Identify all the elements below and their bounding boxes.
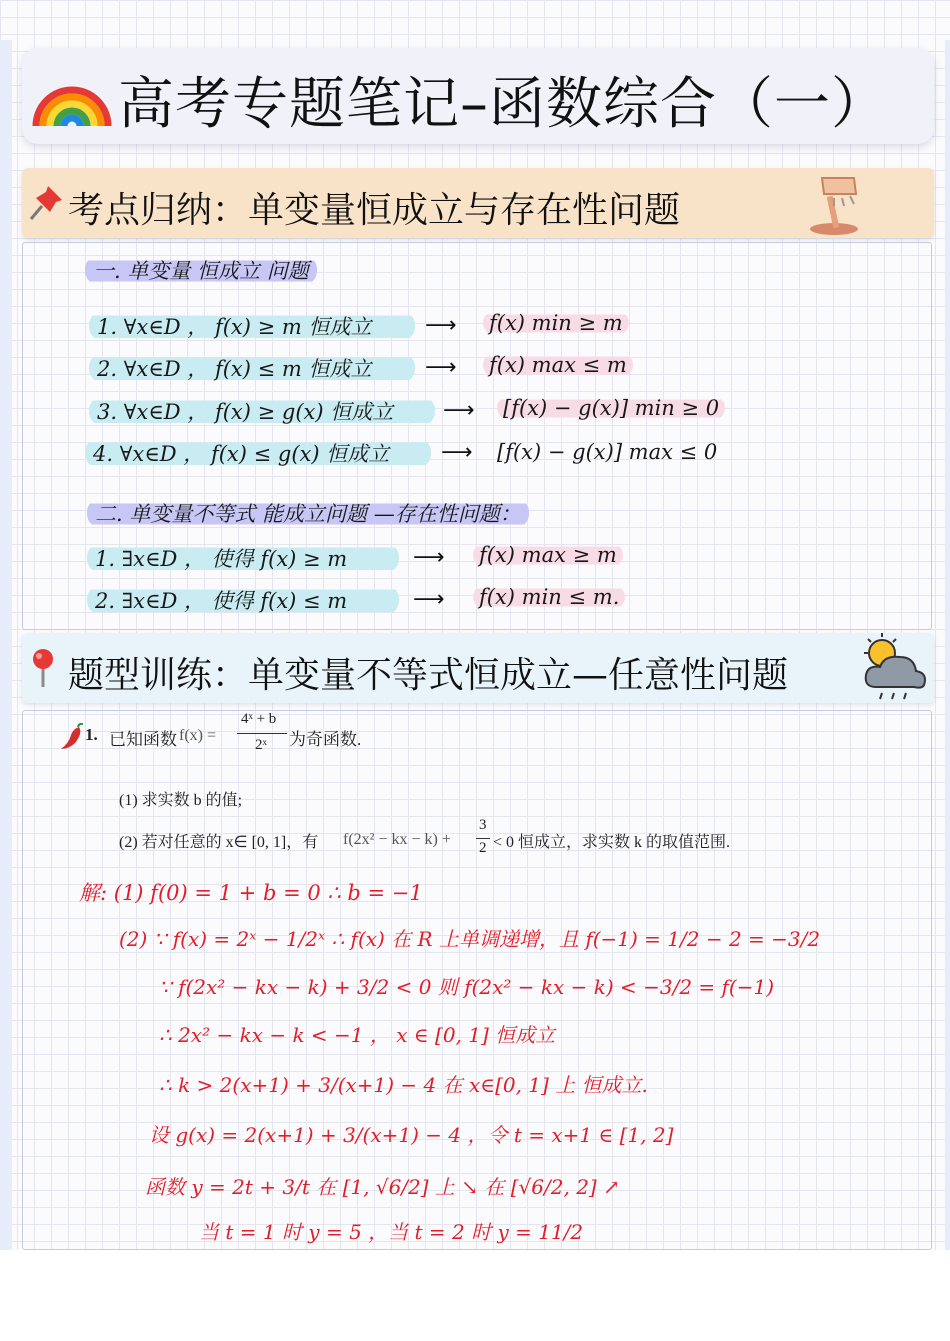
summary-notes-panel — [22, 242, 932, 630]
location-pin-icon — [28, 647, 58, 689]
page-edge-left — [0, 40, 12, 1250]
problem-number: 1. — [85, 725, 98, 744]
exist-rule-2-lhs: 2. ∃x∈D ， 使得 f(x) ≤ m — [87, 585, 399, 615]
rule-1-rhs: f(x) min ≥ m — [483, 311, 629, 335]
page-edge-right — [945, 40, 950, 1250]
title-card — [22, 48, 934, 144]
arrow-right-icon: ⟶ — [413, 545, 445, 570]
problem-denominator: 2ˣ — [255, 737, 267, 753]
section-header-practice — [22, 633, 934, 703]
question-2-post: < 0 恒成立，求实数 k 的取值范围. — [493, 834, 731, 851]
arrow-right-icon: ⟶ — [425, 355, 457, 380]
problem-stem-pre: 已知函数 — [109, 730, 177, 749]
solution-line-5: ∴ k > 2(x+1) + 3/(x+1) − 4 在 x∈[0, 1] 上 恒成立. — [159, 1073, 648, 1097]
solution-line-1: 解: (1) f(0) = 1 + b = 0 ∴ b = −1 — [79, 881, 423, 905]
question-2-pre: (2) 若对任意的 x∈ [0, 1]，有 — [119, 834, 319, 851]
rule-1-lhs: 1. ∀x∈D ， f(x) ≥ m 恒成立 — [89, 311, 415, 341]
rule-2-lhs: 2. ∀x∈D ， f(x) ≤ m 恒成立 — [89, 353, 415, 383]
chili-pepper-icon — [59, 723, 85, 751]
rule-2-rhs: f(x) max ≤ m — [483, 353, 633, 377]
solution-line-6: 设 g(x) = 2(x+1) + 3/(x+1) − 4 ，令 t = x+1 ∈ [1, 2] — [149, 1123, 674, 1147]
solution-line-4: ∴ 2x² − kx − k < −1 ， x ∈ [0, 1] 恒成立 — [159, 1023, 556, 1047]
problem-function: f(x) = — [179, 727, 217, 744]
question-2-expr: f(2x² − kx − k) + — [343, 831, 451, 848]
rule-4-lhs: 4. ∀x∈D ， f(x) ≤ g(x) 恒成立 — [85, 438, 431, 468]
problem-numerator: 4ˣ + b — [241, 711, 277, 727]
fraction-bar — [476, 838, 490, 839]
section-title-summary: 考点归纳：单变量恒成立与存在性问题 — [68, 190, 681, 231]
desk-lamp-icon — [804, 174, 864, 236]
solution-line-3: ∵ f(2x² − kx − k) + 3/2 < 0 则 f(2x² − kx − k) < −3/2 = f(−1) — [159, 975, 775, 999]
section-title-practice: 题型训练：单变量不等式恒成立—任意性问题 — [68, 655, 789, 696]
arrow-right-icon: ⟶ — [425, 313, 457, 338]
rule-4-rhs: [f(x) − g(x)] max ≤ 0 — [497, 440, 718, 464]
solution-line-8: 当 t = 1 时 y = 5 ，当 t = 2 时 y = 11/2 — [199, 1220, 584, 1244]
arrow-right-icon: ⟶ — [441, 440, 473, 465]
notes-heading-1: 一. 单变量 恒成立 问题 — [85, 255, 317, 285]
solution-line-2: (2) ∵ f(x) = 2ˣ − 1/2ˣ ∴ f(x) 在 R 上单调递增，且 f(−1) = 1/2 − 2 = −3/2 — [119, 927, 821, 951]
question-1: (1) 求实数 b 的值; — [119, 792, 243, 809]
exist-rule-1-lhs: 1. ∃x∈D ， 使得 f(x) ≥ m — [87, 543, 399, 573]
rule-3-rhs: [f(x) − g(x)] min ≥ 0 — [497, 396, 725, 420]
pushpin-icon — [28, 182, 66, 222]
rule-3-lhs: 3. ∀x∈D ， f(x) ≥ g(x) 恒成立 — [89, 396, 435, 426]
question-2-frac-num: 3 — [479, 817, 487, 833]
exist-rule-2-rhs: f(x) min ≤ m. — [473, 585, 625, 609]
question-2-frac-den: 2 — [479, 840, 487, 856]
notes-heading-2: 二. 单变量不等式 能成立问题 —存在性问题： — [87, 498, 529, 528]
sun-cloud-icon — [856, 629, 932, 705]
arrow-right-icon: ⟶ — [413, 587, 445, 612]
problem-stem-post: 为奇函数. — [289, 730, 362, 749]
exist-rule-1-rhs: f(x) max ≥ m — [473, 543, 623, 567]
practice-panel — [22, 710, 932, 1250]
solution-line-7: 函数 y = 2t + 3/t 在 [1, √6/2] 上 ↘ 在 [√6/2, 2] ↗ — [145, 1175, 620, 1199]
arrow-right-icon: ⟶ — [443, 398, 475, 423]
section-header-summary — [22, 168, 934, 238]
rainbow-icon — [32, 64, 112, 128]
fraction-bar — [237, 733, 287, 734]
page-title: 高考专题笔记–函数综合（一） — [118, 72, 888, 137]
